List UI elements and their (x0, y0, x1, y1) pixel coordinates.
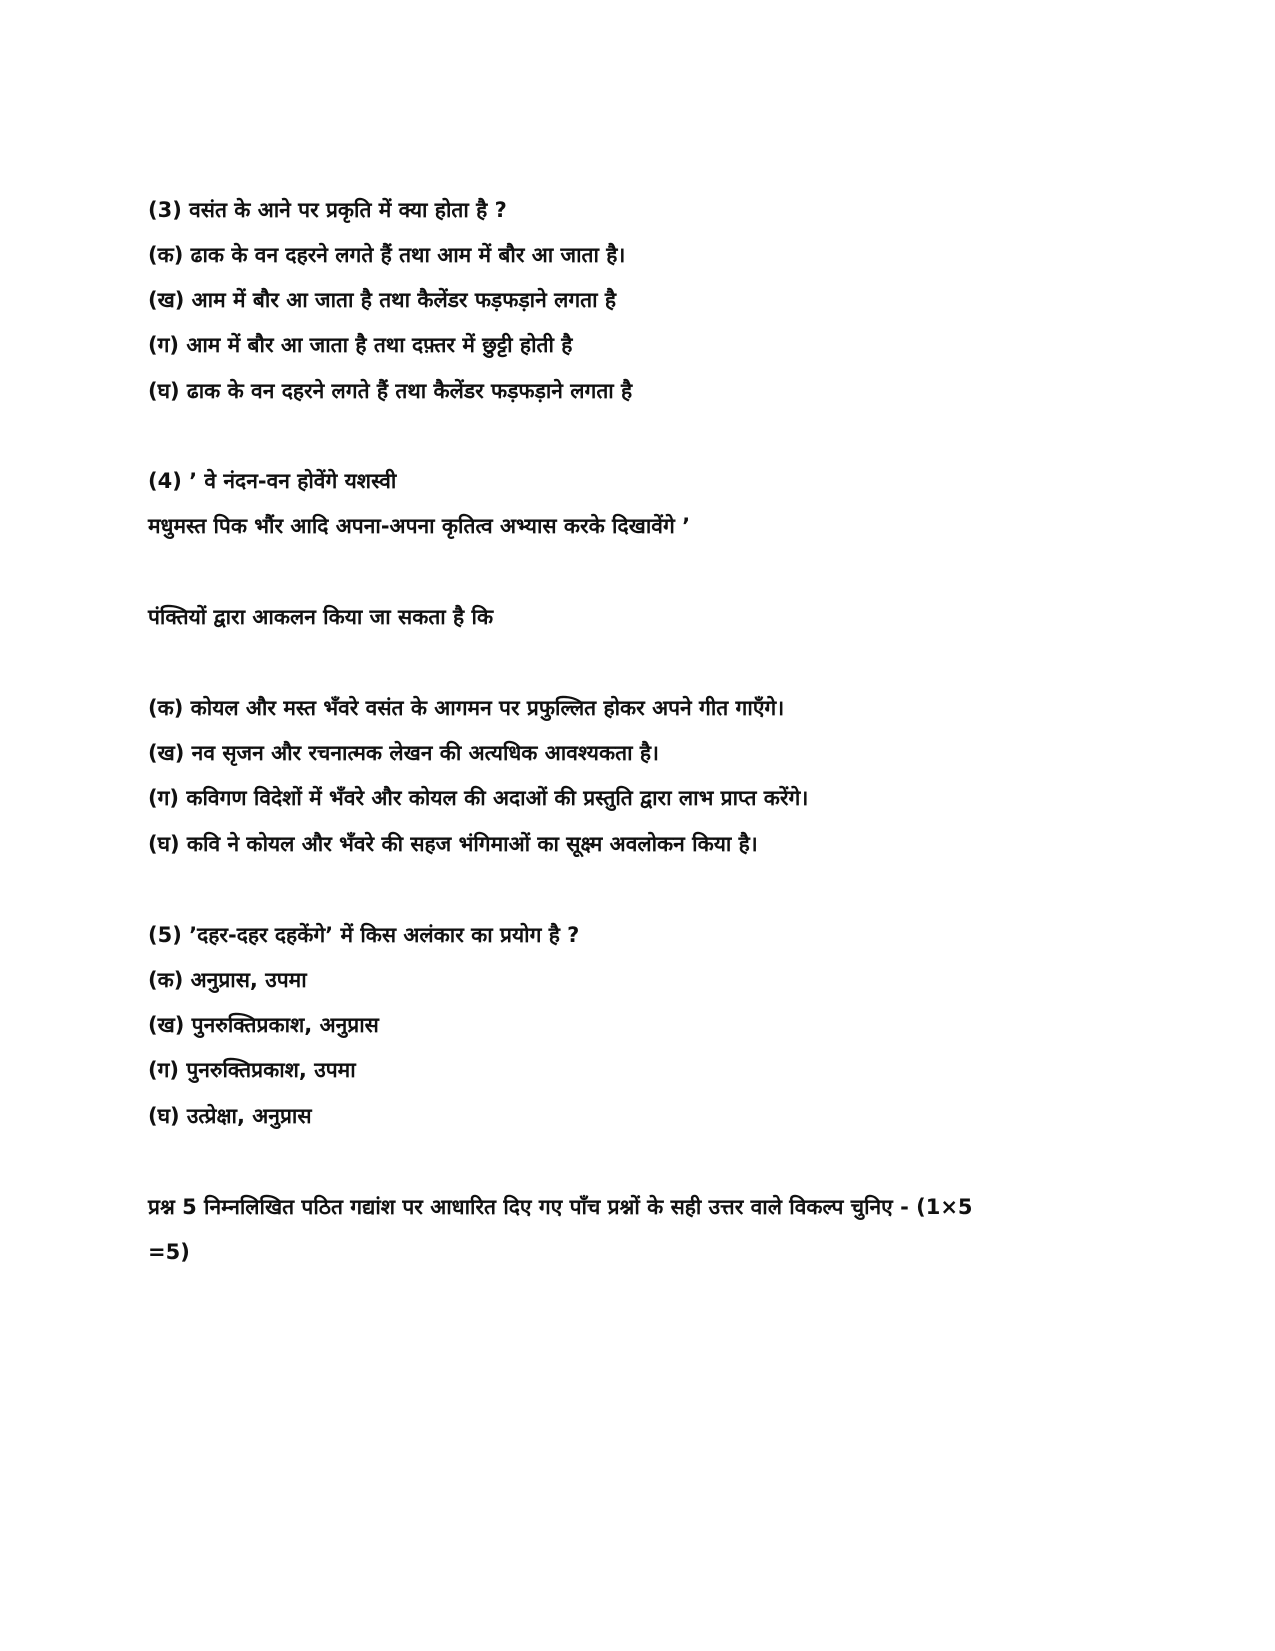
q4-option-gha: (घ) कवि ने कोयल और भँवरे की सहज भंगिमाओं का सूक्ष्म अवलोकन किया है। (148, 832, 758, 856)
q4-option-ka: (क) कोयल और मस्त भँवरे वसंत के आगमन पर प्रफुल्लित होकर अपने गीत गाएँगे। (148, 696, 785, 720)
q3-option-ga: (ग) आम में बौर आ जाता है तथा दफ़्तर में छुट्टी होती है (148, 333, 573, 357)
q5-option-ga: (ग) पुनरुक्तिप्रकाश, उपमा (148, 1058, 356, 1082)
q4-option-ga: (ग) कविगण विदेशों में भँवरे और कोयल की अदाओं की प्रस्तुति द्वारा लाभ प्राप्त करेंगे। (148, 786, 809, 810)
q3-option-ka: (क) ढाक के वन दहरने लगते हैं तथा आम में बौर आ जाता है। (148, 243, 626, 267)
q3-question: (3) वसंत के आने पर प्रकृति में क्या होता है ? (148, 198, 507, 222)
section5-heading-line2: =5) (148, 1240, 190, 1264)
q5-option-kha: (ख) पुनरुक्तिप्रकाश, अनुप्रास (148, 1013, 379, 1037)
q4-quote-line1: (4) ’ वे नंदन-वन होवेंगे यशस्वी (148, 469, 397, 493)
q5-option-ka: (क) अनुप्रास, उपमा (148, 968, 307, 992)
q4-quote-line2: मधुमस्त पिक भौंर आदि अपना-अपना कृतित्व अभ्यास करके दिखावेंगे ’ (148, 514, 691, 538)
q4-prompt: पंक्तियों द्वारा आकलन किया जा सकता है कि (148, 605, 494, 629)
q5-question: (5) ’दहर-दहर दहकेंगे’ में किस अलंकार का प्रयोग है ? (148, 923, 580, 947)
q3-option-kha: (ख) आम में बौर आ जाता है तथा कैलेंडर फड़फड़ाने लगता है (148, 288, 617, 312)
q3-option-gha: (घ) ढाक के वन दहरने लगते हैं तथा कैलेंडर फड़फड़ाने लगता है (148, 379, 633, 403)
section5-heading-line1: प्रश्न 5 निम्नलिखित पठित गद्यांश पर आधारित दिए गए पाँच प्रश्नों के सही उत्तर वाले विकल्प चुनिए - (1×5 (148, 1195, 973, 1219)
q4-option-kha: (ख) नव सृजन और रचनात्मक लेखन की अत्यधिक आवश्यकता है। (148, 741, 659, 765)
q5-option-gha: (घ) उत्प्रेक्षा, अनुप्रास (148, 1104, 312, 1128)
